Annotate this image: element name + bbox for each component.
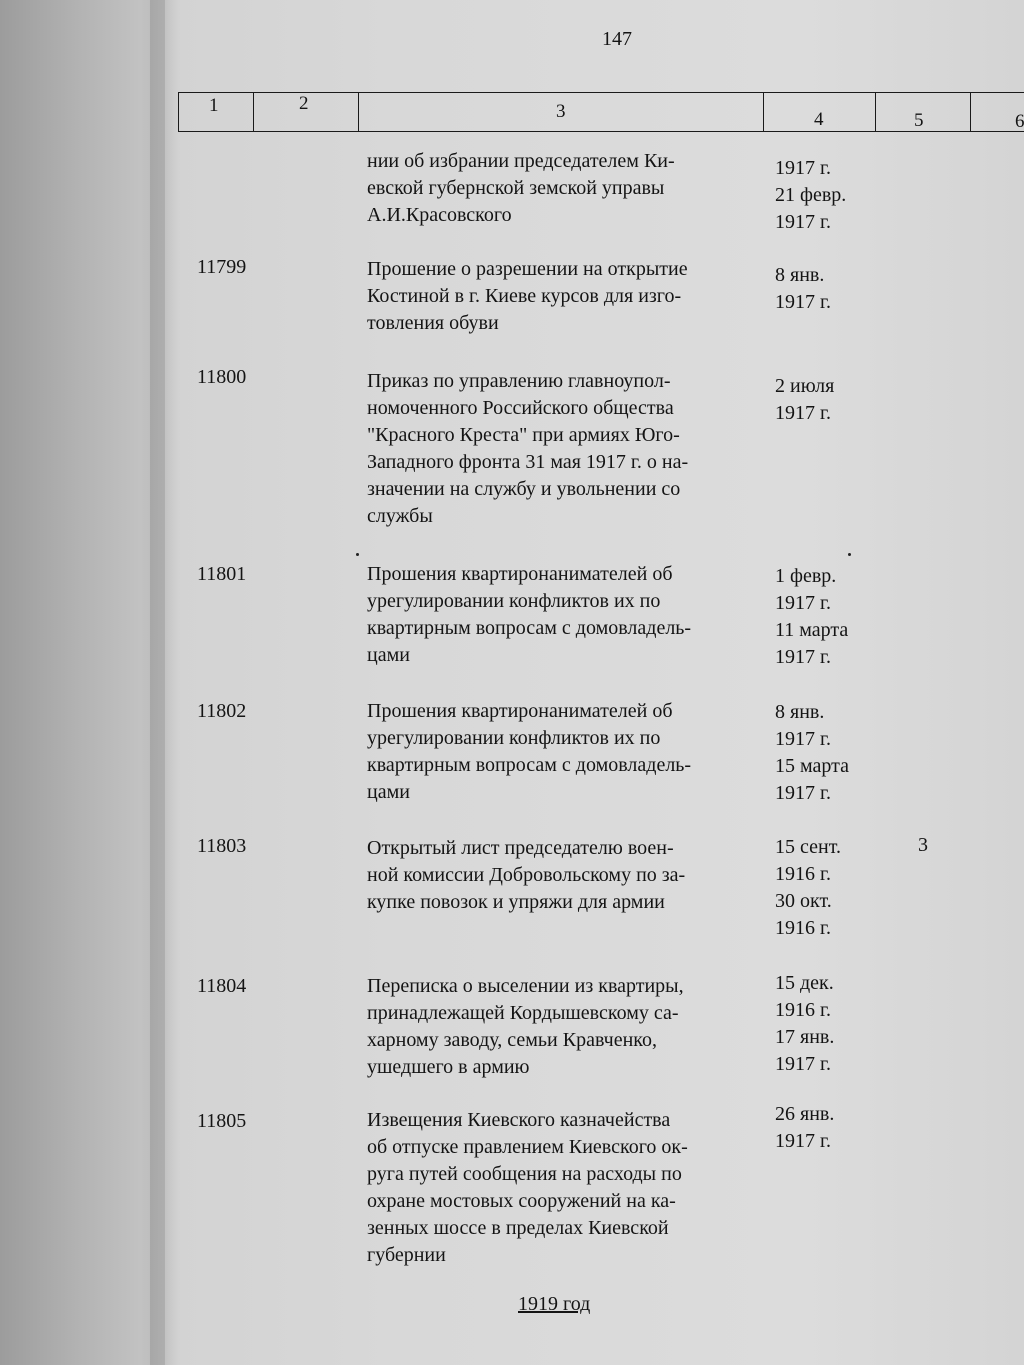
header-cell-2: 2 (254, 93, 359, 131)
header-cell-1: 1 (179, 93, 254, 131)
row-number: 11802 (197, 700, 247, 722)
header-cell-4: 4 (764, 93, 876, 131)
row-number: 11799 (197, 256, 247, 278)
row-number: 11805 (197, 1110, 247, 1132)
row-dates: 15 дек. 1916 г. 17 янв. 1917 г. (775, 972, 835, 1075)
row-sheet-count: 3 (918, 834, 928, 856)
page-number: 147 (602, 28, 632, 50)
row-number: 11803 (197, 835, 247, 857)
row-number: 11801 (197, 563, 247, 585)
header-cell-6: 6 (1015, 111, 1024, 132)
row-dates: 8 янв. 1917 г. (775, 264, 831, 313)
row-number: 11800 (197, 366, 247, 388)
row-description: Переписка о выселении из квартиры, принадлежащей Кордышевскому са- харному заводу, семьи Кравченко, ушедшего в армию (367, 975, 684, 1078)
header-cell-5: 5 (876, 93, 971, 131)
row-description: Прошения квартиронанимателей об урегулировании конфликтов их по квартирным вопросам с домовладель- цами (367, 563, 692, 666)
document-page (170, 0, 1024, 1365)
row-description: Приказ по управлению главноупол- номоченного Российского общества "Красного Креста" при армиях Юго- Западного фронта 31 мая 1917 г. о на- значении на службу и увольнении со службы (367, 370, 689, 527)
row-description: Прошение о разрешении на открытие Костиной в г. Киеве курсов для изго- товления обуви (367, 258, 688, 334)
row-dates: 2 июля 1917 г. (775, 375, 835, 424)
row-number: 11804 (197, 975, 247, 997)
column-header-row (178, 92, 1024, 132)
row-dates: 1 февр. 1917 г. 11 марта 1917 г. (775, 565, 849, 668)
stray-dot (356, 553, 359, 556)
row-dates: 1917 г. 21 февр. 1917 г. (775, 157, 847, 233)
facing-page (0, 0, 165, 1365)
section-heading: 1919 год (518, 1293, 591, 1315)
stray-dot (848, 553, 851, 556)
row-dates: 8 янв. 1917 г. 15 марта 1917 г. (775, 701, 849, 804)
row-dates: 15 сент. 1916 г. 30 окт. 1916 г. (775, 836, 841, 939)
row-description: Извещения Киевского казначейства об отпуске правлением Киевского ок- руга путей сообщения на расходы по охране мостовых сооружений на ка- зенных шоссе в пределах Киевской губернии (367, 1109, 688, 1266)
row-description: Прошения квартиронанимателей об урегулировании конфликтов их по квартирным вопросам с домовладель- цами (367, 700, 692, 803)
row-description: Открытый лист председателю воен- ной комиссии Добровольскому по за- купке повозок и упряжи для армии (367, 837, 686, 913)
header-cell-3: 3 (359, 93, 764, 131)
row-description: нии об избрании председателем Ки- евской губернской земской управы А.И.Красовского (367, 150, 675, 226)
row-dates: 26 янв. 1917 г. (775, 1103, 835, 1152)
